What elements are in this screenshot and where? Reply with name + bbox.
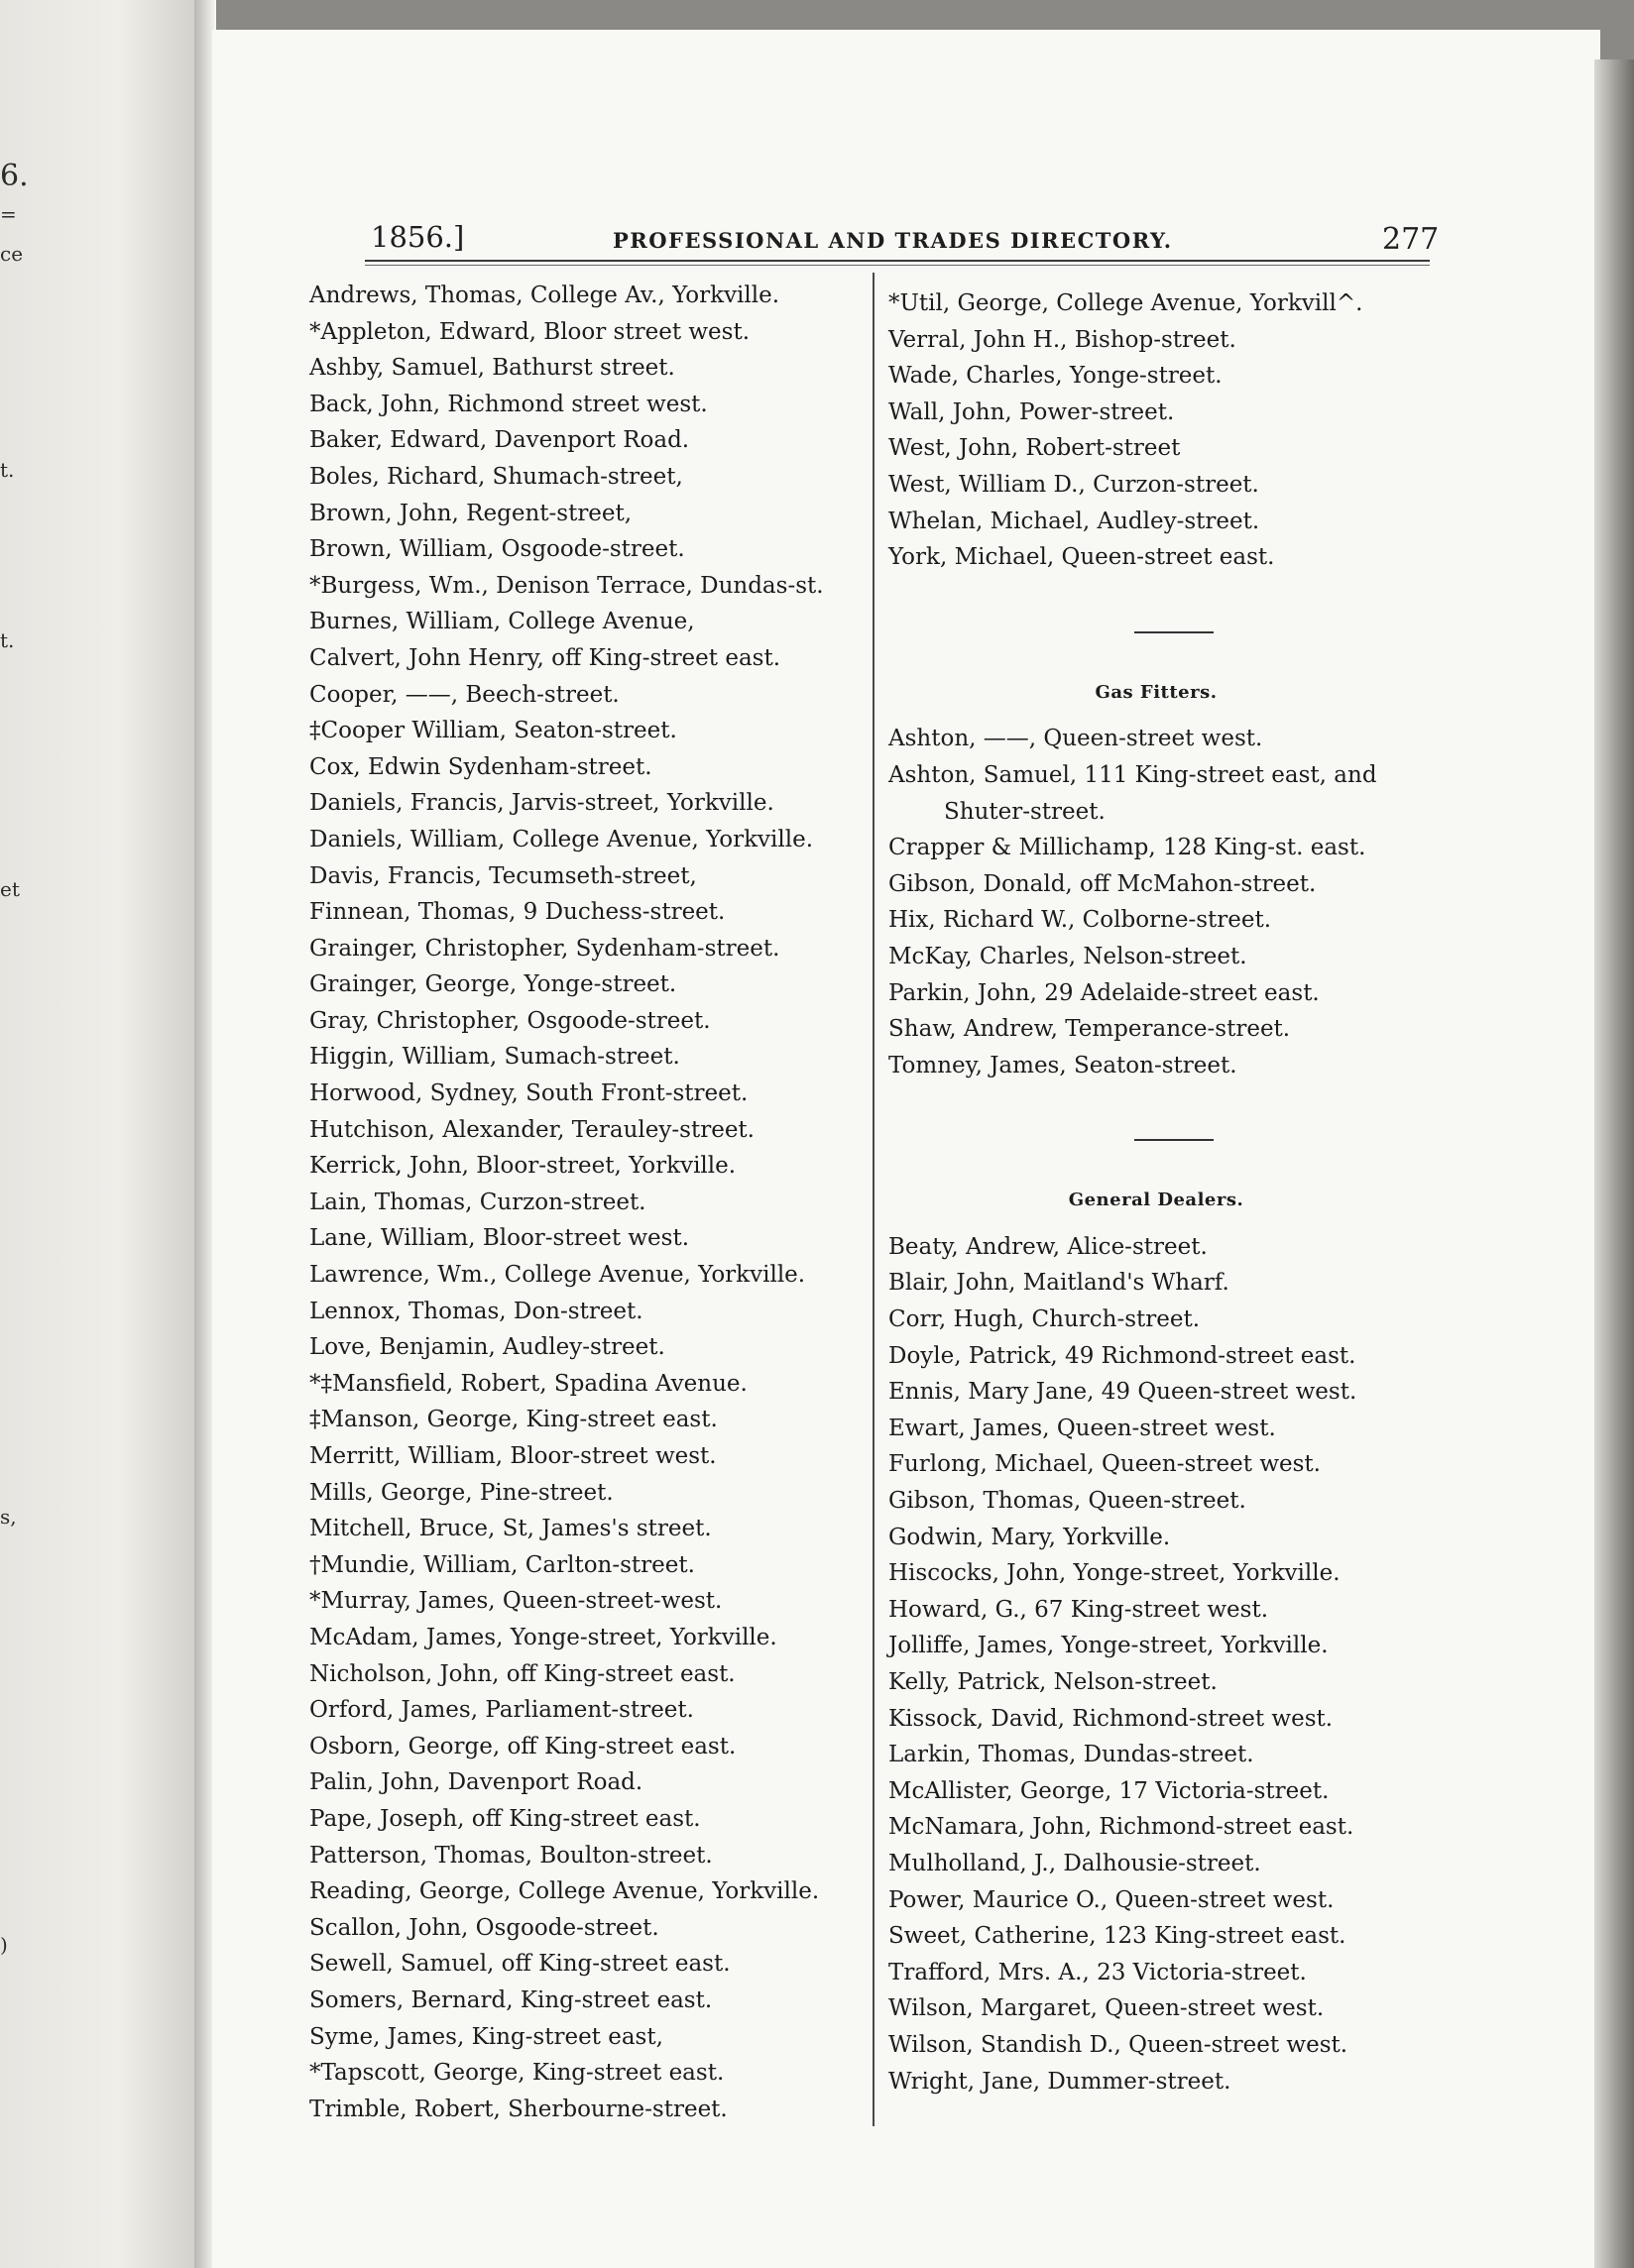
directory-entry: Burnes, William, College Avenue,: [309, 609, 695, 635]
directory-entry: Gibson, Thomas, Queen-street.: [888, 1488, 1246, 1515]
directory-entry: York, Michael, Queen-street east.: [888, 544, 1275, 571]
directory-entry: Patterson, Thomas, Boulton-street.: [309, 1842, 713, 1869]
section-title-general-dealers: General Dealers.: [1068, 1190, 1244, 1211]
directory-entry: Reading, George, College Avenue, Yorkville.: [309, 1878, 820, 1905]
directory-entry: Grainger, Christopher, Sydenham-street.: [309, 935, 780, 962]
directory-entry: *Util, George, College Avenue, Yorkvill^.: [888, 290, 1363, 316]
directory-entry: Gray, Christopher, Osgoode-street.: [309, 1007, 711, 1034]
directory-entry: *Tapscott, George, King-street east.: [309, 2060, 725, 2087]
directory-entry: Daniels, Francis, Jarvis-street, Yorkville.: [309, 790, 774, 817]
directory-entry: West, William D., Curzon-street.: [888, 471, 1259, 498]
directory-entry: *Murray, James, Queen-street-west.: [309, 1588, 723, 1615]
directory-entry: Ashby, Samuel, Bathurst street.: [309, 355, 675, 382]
directory-entry: Scallon, John, Osgoode-street.: [309, 1914, 659, 1941]
directory-entry: Tomney, James, Seaton-street.: [888, 1052, 1237, 1078]
directory-entry: ‡Manson, George, King-street east.: [309, 1407, 718, 1433]
directory-entry: Calvert, John Henry, off King-street east.: [309, 644, 781, 671]
directory-entry: Ennis, Mary Jane, 49 Queen-street west.: [888, 1379, 1357, 1406]
directory-entry: Love, Benjamin, Audley-street.: [309, 1334, 665, 1361]
directory-entry: Kerrick, John, Bloor-street, Yorkville.: [309, 1153, 737, 1180]
directory-entry: ‡Cooper William, Seaton-street.: [309, 718, 677, 744]
directory-entry: Cooper, ——, Beech-street.: [309, 681, 620, 708]
directory-entry: Larkin, Thomas, Dundas-street.: [888, 1742, 1254, 1768]
directory-entry: Gibson, Donald, off McMahon-street.: [888, 870, 1317, 897]
directory-entry: Sweet, Catherine, 123 King-street east.: [888, 1923, 1346, 1950]
directory-entry: McKay, Charles, Nelson-street.: [888, 943, 1247, 969]
previous-page-edge: [0, 0, 198, 2268]
directory-entry: Power, Maurice O., Queen-street west.: [888, 1886, 1335, 1913]
directory-entry: Kissock, David, Richmond-street west.: [888, 1705, 1334, 1732]
right-top-entries: [888, 285, 1424, 576]
directory-entry: *Burgess, Wm., Denison Terrace, Dundas-st.: [309, 572, 824, 599]
directory-entry: Hiscocks, John, Yonge-street, Yorkville.: [888, 1560, 1341, 1587]
directory-entry: Doyle, Patrick, 49 Richmond-street east.: [888, 1342, 1356, 1369]
directory-entry: Pape, Joseph, off King-street east.: [309, 1805, 701, 1832]
directory-entry: West, John, Robert-street: [888, 435, 1181, 462]
directory-entry: Syme, James, King-street east,: [309, 2023, 663, 2050]
directory-entry: Merritt, William, Bloor-street west.: [309, 1443, 717, 1469]
column-divider: [873, 273, 875, 2126]
header-title: PROFESSIONAL AND TRADES DIRECTORY.: [613, 228, 1173, 253]
directory-entry: Wade, Charles, Yonge-street.: [888, 363, 1223, 390]
fragment-text: et: [0, 877, 20, 901]
directory-entry: Lennox, Thomas, Don-street.: [309, 1298, 643, 1324]
directory-entry: Ashton, ——, Queen-street west.: [888, 726, 1263, 752]
gas-fitters-list: [888, 721, 1424, 1083]
directory-entry: Blair, John, Maitland's Wharf.: [888, 1270, 1229, 1297]
fragment-text: 6.: [0, 159, 29, 193]
directory-entry: Daniels, William, College Avenue, Yorkville.: [309, 826, 814, 852]
directory-entry: Mitchell, Bruce, St, James's street.: [309, 1516, 712, 1542]
directory-entry: Wilson, Margaret, Queen-street west.: [888, 1995, 1325, 2022]
section-title-gas-fitters: Gas Fitters.: [1095, 681, 1218, 703]
directory-entry: Kelly, Patrick, Nelson-street.: [888, 1669, 1218, 1695]
directory-entry: Lain, Thomas, Curzon-street.: [309, 1189, 646, 1215]
directory-entry: Shaw, Andrew, Temperance-street.: [888, 1016, 1291, 1043]
directory-entry: McAllister, George, 17 Victoria-street.: [888, 1777, 1330, 1804]
fragment-text: t.: [0, 628, 15, 652]
directory-entry: *Appleton, Edward, Bloor street west.: [309, 318, 751, 345]
directory-entry: Palin, John, Davenport Road.: [309, 1769, 643, 1796]
directory-entry: McAdam, James, Yonge-street, Yorkville.: [309, 1624, 777, 1650]
directory-entry: Orford, James, Parliament-street.: [309, 1697, 694, 1724]
fragment-text: ce: [0, 242, 24, 266]
directory-page: [212, 30, 1600, 2268]
directory-entry: Osborn, George, off King-street east.: [309, 1733, 737, 1759]
directory-entry: †Mundie, William, Carlton-street.: [309, 1551, 695, 1578]
fragment-text: s,: [0, 1505, 17, 1529]
section-divider: [1134, 1139, 1214, 1141]
directory-entry: Higgin, William, Sumach-street.: [309, 1044, 680, 1071]
directory-entry: Mills, George, Pine-street.: [309, 1479, 614, 1506]
page-edge-shadow: [1594, 59, 1634, 2268]
section-divider: [1134, 631, 1214, 633]
right-column: [888, 285, 1424, 2099]
directory-entry: Shuter-street.: [944, 798, 1106, 825]
directory-entry: Baker, Edward, Davenport Road.: [309, 427, 690, 454]
directory-entry: Jolliffe, James, Yonge-street, Yorkville.: [888, 1633, 1329, 1659]
directory-entry: Howard, G., 67 King-street west.: [888, 1596, 1269, 1623]
fragment-text: =: [0, 202, 17, 226]
directory-entry: Horwood, Sydney, South Front-street.: [309, 1080, 749, 1107]
directory-entry: Furlong, Michael, Queen-street west.: [888, 1451, 1321, 1478]
directory-entry: Cox, Edwin Sydenham-street.: [309, 753, 652, 780]
directory-entry: Trimble, Robert, Sherbourne-street.: [309, 2096, 728, 2122]
directory-entry: Ewart, James, Queen-street west.: [888, 1415, 1276, 1441]
directory-entry: Boles, Richard, Shumach-street,: [309, 463, 683, 490]
directory-entry: Whelan, Michael, Audley-street.: [888, 508, 1260, 534]
directory-entry: Grainger, George, Yonge-street.: [309, 971, 677, 998]
fragment-text: ): [0, 1933, 8, 1957]
directory-entry: Brown, William, Osgoode-street.: [309, 536, 685, 563]
directory-entry: Corr, Hugh, Church-street.: [888, 1306, 1201, 1333]
directory-entry: Davis, Francis, Tecumseth-street,: [309, 862, 697, 889]
directory-entry: Back, John, Richmond street west.: [309, 391, 708, 417]
general-dealers-list: [888, 1229, 1424, 2099]
directory-entry: Parkin, John, 29 Adelaide-street east.: [888, 979, 1320, 1006]
page-number: 277: [1382, 222, 1440, 257]
directory-entry: Andrews, Thomas, College Av., Yorkville.: [309, 283, 780, 308]
directory-entry: Sewell, Samuel, off King-street east.: [309, 1951, 731, 1978]
directory-entry: Godwin, Mary, Yorkville.: [888, 1524, 1171, 1550]
directory-entry: Beaty, Andrew, Alice-street.: [888, 1233, 1208, 1260]
directory-entry: Hix, Richard W., Colborne-street.: [888, 907, 1272, 934]
header-year: 1856.]: [371, 220, 465, 254]
directory-entry: Verral, John H., Bishop-street.: [888, 326, 1236, 353]
directory-entry: Ashton, Samuel, 111 King-street east, and: [888, 761, 1377, 788]
directory-entry: Lawrence, Wm., College Avenue, Yorkville.: [309, 1262, 806, 1289]
directory-entry: Mulholland, J., Dalhousie-street.: [888, 1850, 1261, 1876]
directory-entry: Hutchison, Alexander, Terauley-street.: [309, 1116, 755, 1143]
directory-entry: Wright, Jane, Dummer-street.: [888, 2068, 1231, 2095]
directory-entry: Finnean, Thomas, 9 Duchess-street.: [309, 899, 726, 926]
header-rule: [365, 260, 1430, 266]
directory-entry: McNamara, John, Richmond-street east.: [888, 1814, 1354, 1841]
directory-entry: Wilson, Standish D., Queen-street west.: [888, 2031, 1348, 2058]
directory-entry: Crapper & Millichamp, 128 King-st. east.: [888, 835, 1366, 861]
directory-entry: Trafford, Mrs. A., 23 Victoria-street.: [888, 1959, 1307, 1985]
directory-entry: Lane, William, Bloor-street west.: [309, 1225, 690, 1252]
directory-entry: Nicholson, John, off King-street east.: [309, 1660, 736, 1687]
directory-entry: Somers, Bernard, King-street east.: [309, 1986, 713, 2013]
directory-entry: Brown, John, Regent-street,: [309, 500, 633, 526]
left-column: [309, 278, 824, 2127]
directory-entry: *‡Mansfield, Robert, Spadina Avenue.: [309, 1370, 748, 1397]
directory-entry: Wall, John, Power-street.: [888, 398, 1175, 425]
fragment-text: t.: [0, 458, 15, 482]
